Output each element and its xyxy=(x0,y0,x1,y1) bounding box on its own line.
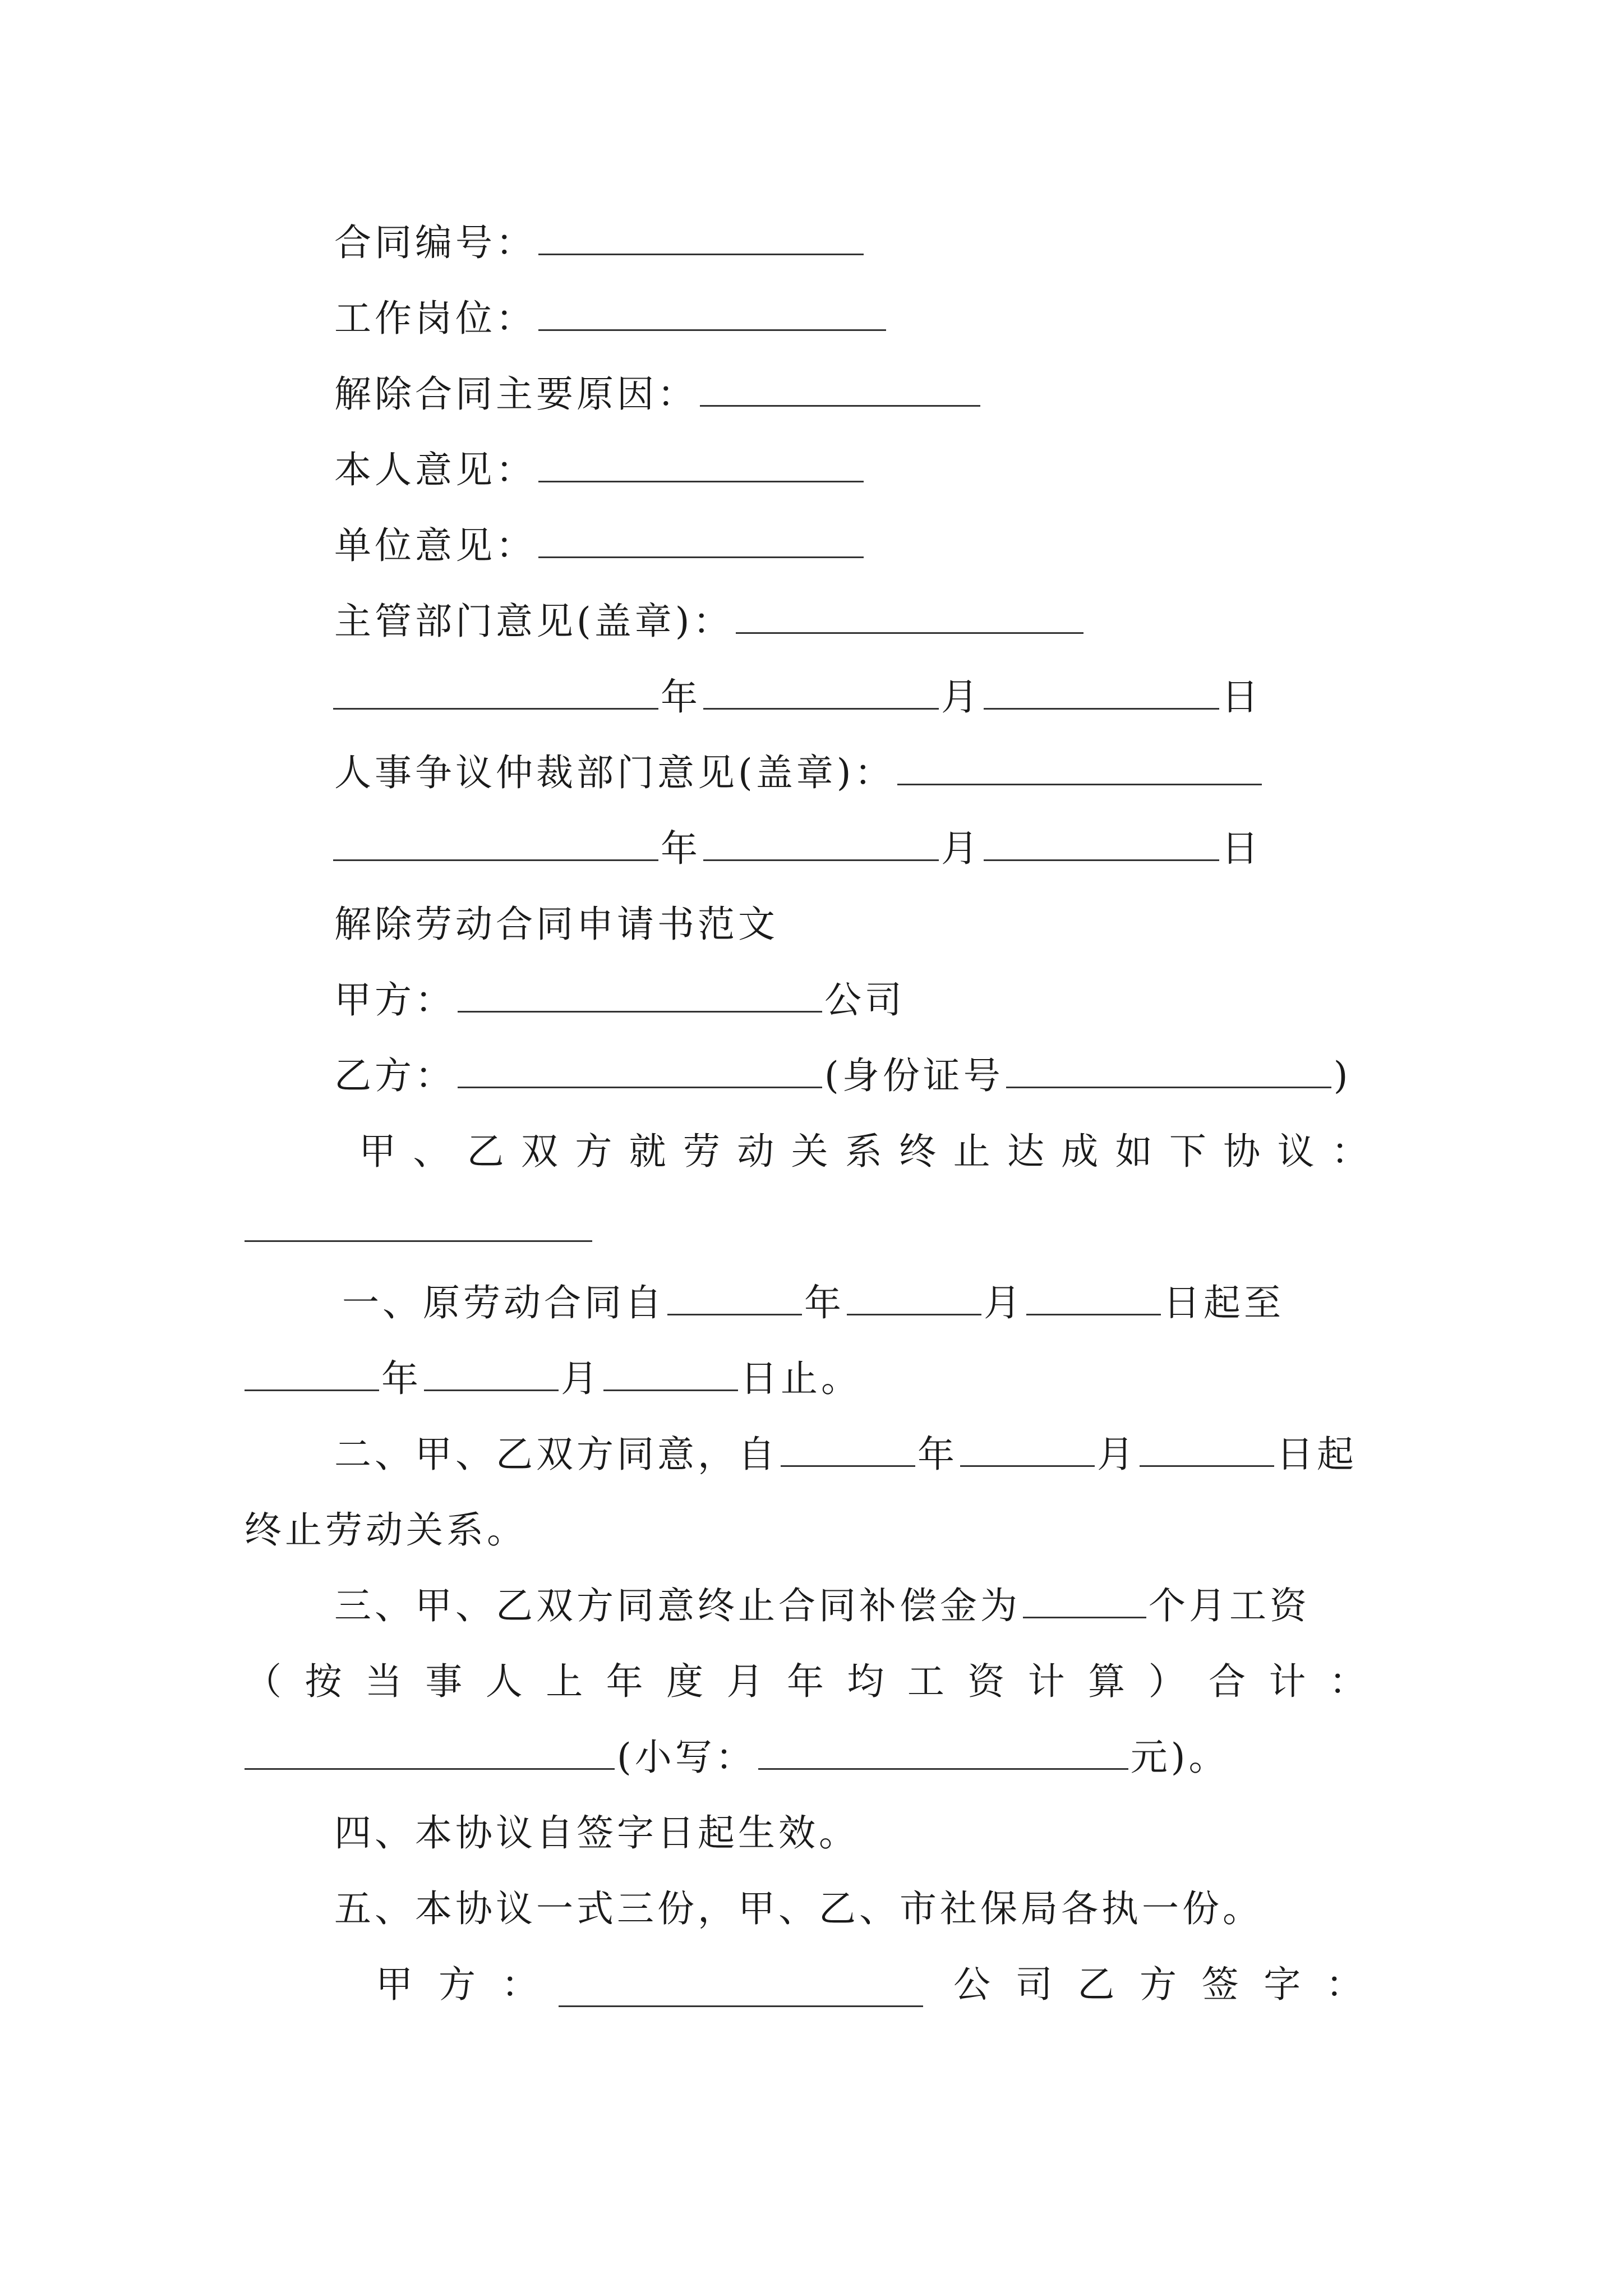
agreement-intro-char: 协 xyxy=(1223,1130,1261,1173)
arbitration-day-blank[interactable] xyxy=(984,825,1219,861)
contract-number-field xyxy=(334,218,866,268)
clause-3-char: 均 xyxy=(847,1660,884,1703)
position-blank[interactable] xyxy=(538,295,886,331)
clause-3-char: 按 xyxy=(305,1660,342,1703)
signature-party-a xyxy=(376,1959,538,2010)
reason-blank[interactable] xyxy=(700,370,980,407)
month-label: 月 xyxy=(941,827,981,870)
dept-date-line xyxy=(331,672,1262,723)
party-a-blank[interactable] xyxy=(458,976,822,1013)
clause-2-line-1 xyxy=(334,1429,1357,1480)
clause-3-char: 计 xyxy=(1269,1660,1306,1703)
signature-b-char: 公 xyxy=(953,1963,990,2006)
agreement-intro-char: 乙 xyxy=(467,1130,504,1173)
clause-2-from: 日起 xyxy=(1276,1433,1357,1476)
signature-a-char: ： xyxy=(501,1963,538,2006)
clause-5: 五、本协议一式三份，甲、乙、市社保局各执一份。 xyxy=(334,1887,1263,1930)
arbitration-opinion-blank[interactable] xyxy=(897,749,1262,785)
clause-4: 四、本协议自签字日起生效。 xyxy=(334,1811,859,1855)
clause-3-char: ： xyxy=(1329,1660,1366,1703)
clause-3-months-blank[interactable] xyxy=(1023,1582,1146,1618)
arbitration-date-line xyxy=(331,823,1262,874)
arbitration-opinion-field xyxy=(334,748,1264,798)
self-opinion-field xyxy=(334,445,866,495)
clause-3-start: 三、甲、乙双方同意终止合同补偿金为 xyxy=(334,1584,1021,1627)
unit-opinion-field xyxy=(334,521,866,571)
clause-3-char: 上 xyxy=(546,1660,583,1703)
clause-3-char: 度 xyxy=(666,1660,704,1703)
clause-1-until: 日起至 xyxy=(1163,1281,1284,1324)
party-b-id-prefix: (身份证号 xyxy=(824,1054,1004,1097)
agreement-intro xyxy=(359,1126,1368,1177)
signature-a-char: 方 xyxy=(439,1963,476,2006)
clause-2-line-2: 终止劳动关系。 xyxy=(245,1508,527,1552)
agreement-intro-char: 终 xyxy=(899,1130,937,1173)
agreement-intro-char: 议 xyxy=(1277,1130,1315,1173)
dept-year-blank[interactable] xyxy=(333,673,658,710)
clause-3-char: ） xyxy=(1148,1660,1186,1703)
clause-3-char: 事 xyxy=(425,1660,463,1703)
party-a-suffix: 公司 xyxy=(824,978,905,1022)
position-field xyxy=(334,293,888,344)
clause-2-year-label: 年 xyxy=(917,1433,958,1476)
clause-1-month2-blank[interactable] xyxy=(424,1355,559,1391)
dept-opinion-blank[interactable] xyxy=(736,597,1083,634)
dept-day-blank[interactable] xyxy=(984,673,1219,710)
unit-opinion-label: 单位意见： xyxy=(334,524,536,567)
signature-b-char: 签 xyxy=(1201,1963,1239,2006)
agreement-intro-char: 方 xyxy=(575,1130,612,1173)
agreement-intro-char: 劳 xyxy=(683,1130,720,1173)
position-label: 工作岗位： xyxy=(334,297,536,340)
dept-month-blank[interactable] xyxy=(703,673,939,710)
clause-1-month2-label: 月 xyxy=(561,1357,601,1400)
contract-number-blank[interactable] xyxy=(538,219,864,255)
agreement-intro-char: ： xyxy=(1331,1130,1368,1173)
clause-2-year-blank[interactable] xyxy=(781,1430,915,1467)
clause-2-day-blank[interactable] xyxy=(1140,1430,1274,1467)
clause-3-lowercase-blank[interactable] xyxy=(758,1733,1128,1770)
signature-a-char: 甲 xyxy=(376,1963,413,2006)
agreement-intro-char: 达 xyxy=(1007,1130,1044,1173)
clause-3-char: 当 xyxy=(365,1660,402,1703)
signature-b-char: ： xyxy=(1325,1963,1363,2006)
clause-3-end: 元)。 xyxy=(1130,1736,1229,1779)
clause-1-month-label: 月 xyxy=(984,1281,1024,1324)
clause-3-line-3 xyxy=(245,1732,1229,1783)
clause-3-char: 年 xyxy=(786,1660,824,1703)
clause-3-char: （ xyxy=(245,1660,282,1703)
clause-3-line-1 xyxy=(334,1581,1310,1631)
clause-3-char: 工 xyxy=(907,1660,944,1703)
agreement-intro-char: 系 xyxy=(845,1130,882,1173)
party-b-id-blank[interactable] xyxy=(1006,1052,1331,1088)
clause-3-char: 资 xyxy=(967,1660,1005,1703)
clause-1-year2-label: 年 xyxy=(381,1357,422,1400)
self-opinion-label: 本人意见： xyxy=(334,448,536,491)
party-a-label: 甲方： xyxy=(334,978,455,1022)
day-label: 日 xyxy=(1221,827,1262,870)
agreement-intro-char: 双 xyxy=(520,1130,558,1173)
clause-3-char: 年 xyxy=(606,1660,643,1703)
signature-b-char: 字 xyxy=(1264,1963,1301,2006)
reason-field xyxy=(334,369,983,420)
month-label: 月 xyxy=(941,675,981,719)
agreement-intro-char: 如 xyxy=(1115,1130,1152,1173)
clause-3-char: 算 xyxy=(1088,1660,1126,1703)
clause-1-day-blank[interactable] xyxy=(1026,1279,1161,1315)
agreement-intro-char: 、 xyxy=(413,1130,450,1173)
sample-title: 解除劳动合同申请书范文 xyxy=(334,903,778,946)
agreement-intro-char: 下 xyxy=(1169,1130,1206,1173)
clause-2-month-blank[interactable] xyxy=(960,1430,1095,1467)
day-label: 日 xyxy=(1221,675,1262,719)
agreement-intro-char: 甲 xyxy=(359,1130,396,1173)
clause-3-total-blank[interactable] xyxy=(245,1733,615,1770)
clause-2-month-label: 月 xyxy=(1097,1433,1137,1476)
agreement-intro-char: 关 xyxy=(791,1130,828,1173)
clause-1-day2-blank[interactable] xyxy=(603,1355,738,1391)
clause-3-char: 人 xyxy=(485,1660,523,1703)
reason-label: 解除合同主要原因： xyxy=(334,372,698,416)
dept-opinion-field xyxy=(334,596,1086,647)
agreement-intro-char: 成 xyxy=(1061,1130,1099,1173)
signature-party-a-blank[interactable] xyxy=(559,2005,923,2007)
clause-3-lowercase-label: (小写： xyxy=(617,1736,756,1779)
signature-party-b xyxy=(953,1959,1363,2010)
agreement-intro-blank[interactable] xyxy=(245,1240,592,1242)
party-b-id-suffix: ) xyxy=(1333,1054,1352,1097)
clause-3-line-2 xyxy=(245,1657,1366,1707)
year-label: 年 xyxy=(661,675,701,719)
arbitration-year-blank[interactable] xyxy=(333,825,658,861)
signature-b-char: 乙 xyxy=(1077,1963,1115,2006)
party-b-line xyxy=(334,1051,1352,1101)
self-opinion-blank[interactable] xyxy=(538,446,864,482)
agreement-intro-char: 止 xyxy=(953,1130,990,1173)
party-b-label: 乙方： xyxy=(334,1054,455,1097)
dept-opinion-label: 主管部门意见(盖章)： xyxy=(334,600,734,643)
party-a-line xyxy=(334,975,905,1025)
clause-1-month-blank[interactable] xyxy=(847,1279,981,1315)
clause-1-start: 一、原劳动合同自 xyxy=(342,1281,665,1324)
clause-1-line-2 xyxy=(245,1354,861,1404)
clause-1-year-blank[interactable] xyxy=(667,1279,802,1315)
agreement-intro-char: 动 xyxy=(737,1130,774,1173)
clause-3-wage: 个月工资 xyxy=(1149,1584,1310,1627)
clause-3-char: 月 xyxy=(726,1660,764,1703)
unit-opinion-blank[interactable] xyxy=(538,522,864,558)
clause-1-end: 日止。 xyxy=(740,1357,861,1400)
clause-1-year-label: 年 xyxy=(804,1281,845,1324)
clause-2-start: 二、甲、乙双方同意，自 xyxy=(334,1433,778,1476)
clause-3-char: 计 xyxy=(1027,1660,1065,1703)
arbitration-month-blank[interactable] xyxy=(703,825,939,861)
agreement-intro-char: 就 xyxy=(629,1130,666,1173)
clause-3-char: 合 xyxy=(1209,1660,1246,1703)
signature-b-char: 方 xyxy=(1139,1963,1177,2006)
arbitration-opinion-label: 人事争议仲裁部门意见(盖章)： xyxy=(334,751,895,794)
year-label: 年 xyxy=(661,827,701,870)
signature-b-char: 司 xyxy=(1015,1963,1053,2006)
clause-1-line-1 xyxy=(342,1278,1284,1328)
contract-number-label: 合同编号： xyxy=(334,221,536,264)
clause-1-year2-blank[interactable] xyxy=(245,1355,379,1391)
party-b-blank[interactable] xyxy=(458,1052,822,1088)
